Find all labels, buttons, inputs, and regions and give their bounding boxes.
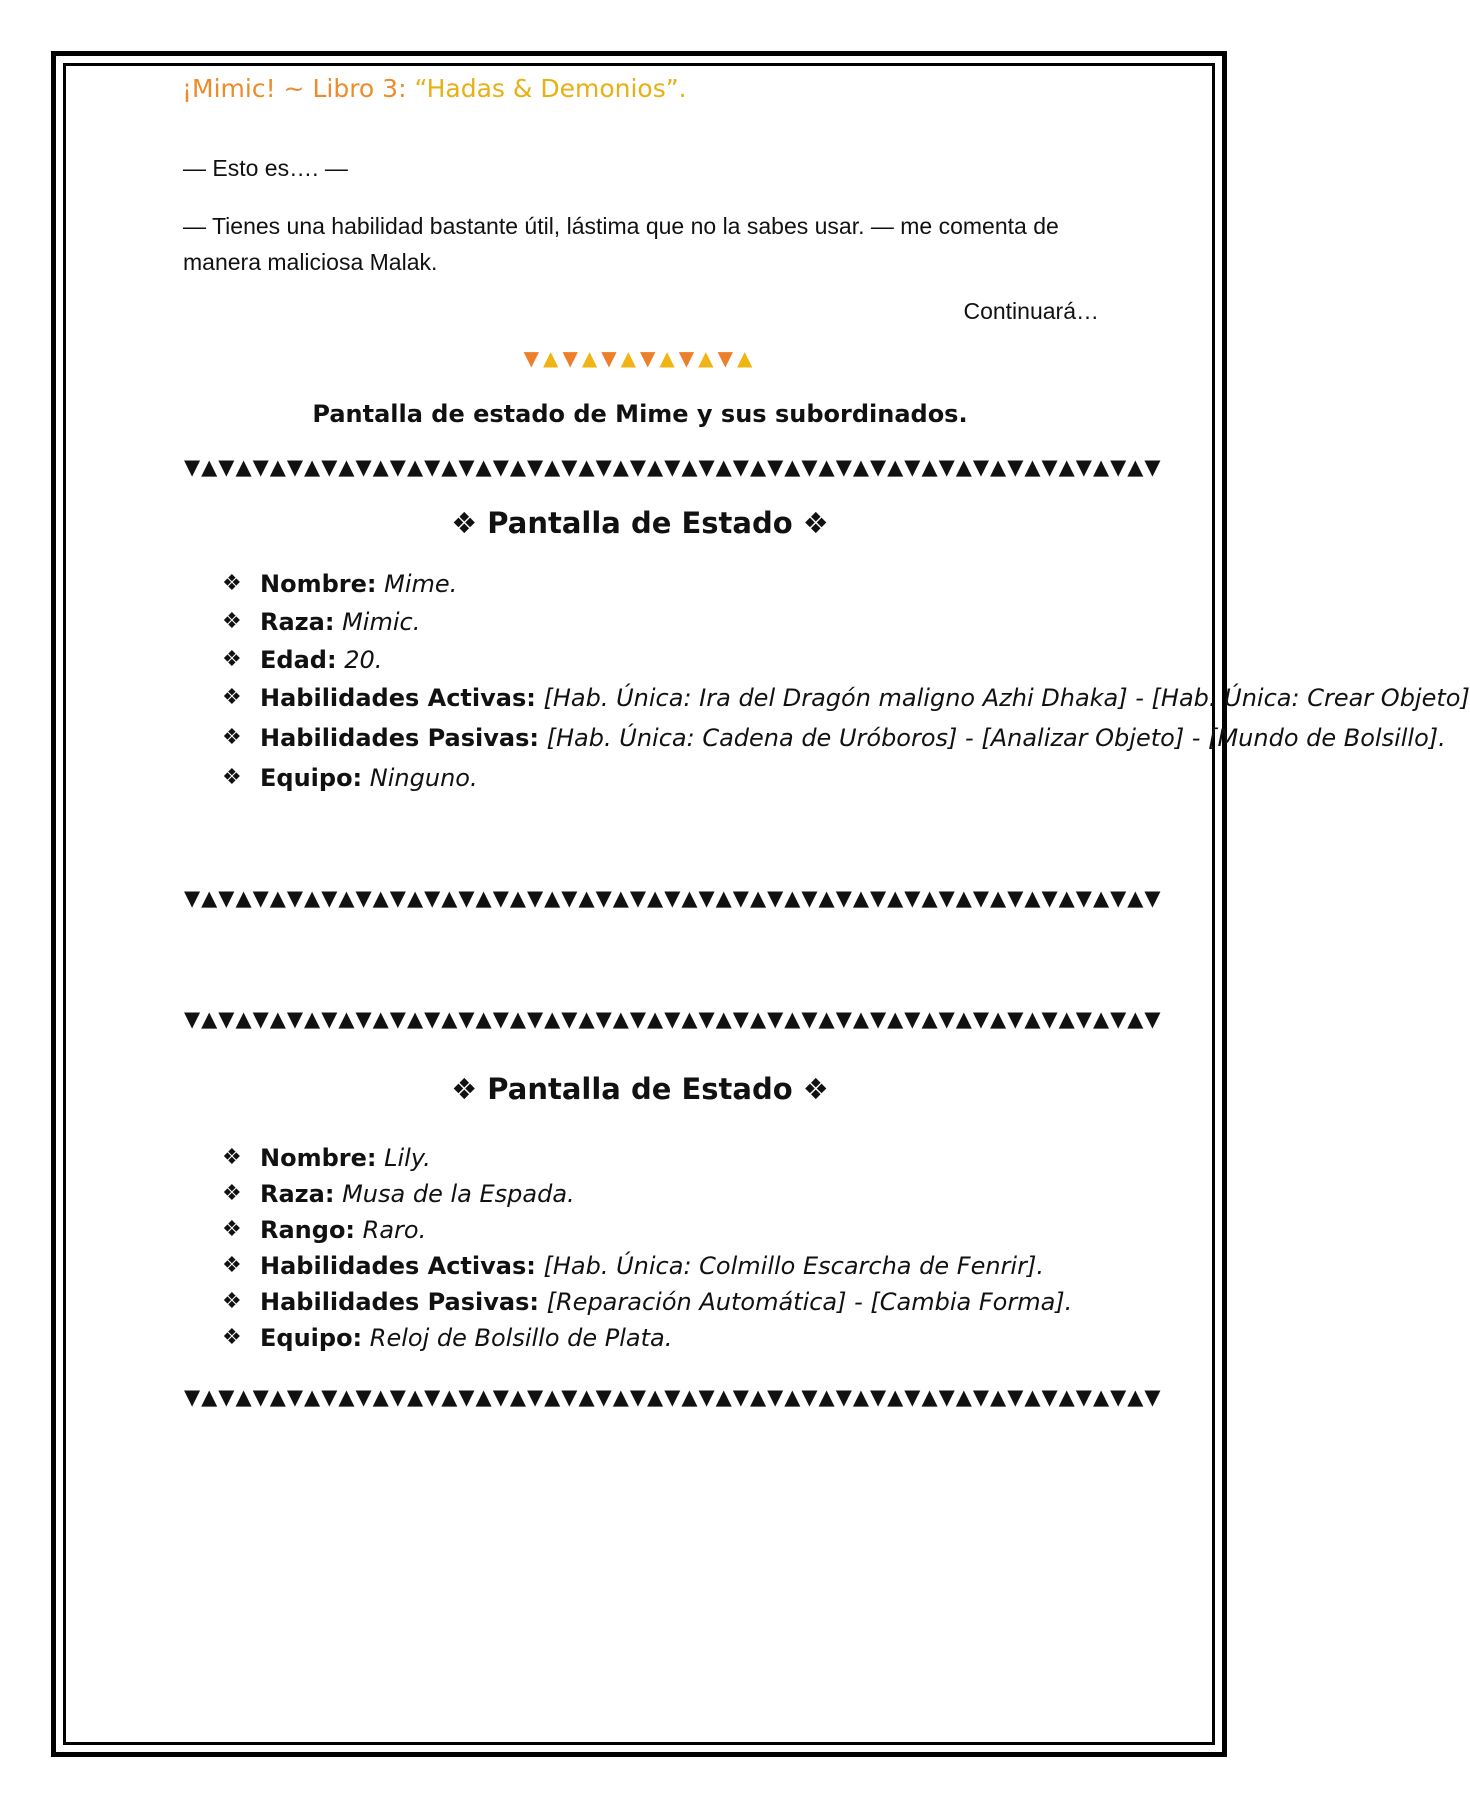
ornament-triangle-icon: ▼	[640, 346, 660, 370]
status-field	[222, 760, 1102, 796]
header-book-title: “Hadas & Demonios”.	[414, 74, 687, 103]
diamond-bullet-icon: ❖	[222, 1289, 242, 1314]
diamond-bullet-icon: ❖	[222, 1217, 242, 1242]
diamond-bullet-icon: ❖	[222, 1253, 242, 1278]
triangle-divider: ▼▲▼▲▼▲▼▲▼▲▼▲▼▲▼▲▼▲▼▲▼▲▼▲▼▲▼▲▼▲▼▲▼▲▼▲▼▲▼▲▼▲▼▲▼▲▼▲▼▲▼▲▼▲▼▲▼	[184, 1385, 1162, 1409]
field-key: Edad:	[260, 646, 337, 674]
diamond-bullet-icon: ❖	[222, 647, 242, 672]
field-key: Raza:	[260, 608, 335, 636]
continued-label: Continuará…	[963, 298, 1099, 324]
ornament-triangle-icon: ▲	[581, 346, 602, 370]
diamond-bullet-icon: ❖	[222, 685, 242, 710]
field-value: Lily.	[384, 1144, 431, 1172]
field-key: Equipo:	[260, 1324, 363, 1352]
story-line-2: — Tienes una habilidad bastante útil, lástima que no la sabes usar. — me comenta de manera maliciosa Malak.	[183, 213, 1059, 275]
header-series-title: ¡Mimic! ~ Libro 3:	[182, 74, 415, 103]
status-field	[222, 1248, 1102, 1284]
status-field	[222, 1284, 1102, 1320]
ornament-triangle-icon: ▼	[562, 346, 582, 370]
status-field	[222, 680, 1470, 716]
status-field	[222, 642, 1102, 678]
status-field	[222, 1320, 1102, 1356]
field-key: Habilidades Pasivas:	[260, 1288, 539, 1316]
diamond-bullet-icon: ❖	[222, 1325, 242, 1350]
ornament-triangle-icon: ▼	[523, 346, 544, 370]
status-field	[222, 566, 1102, 602]
status-field	[222, 604, 1102, 640]
diamond-bullet-icon: ❖	[222, 725, 242, 750]
ornament-triangle-icon: ▲	[736, 346, 757, 370]
triangle-divider: ▼▲▼▲▼▲▼▲▼▲▼▲▼▲▼▲▼▲▼▲▼▲▼▲▼▲▼▲▼▲▼▲▼▲▼▲▼▲▼▲▼▲▼▲▼▲▼▲▼▲▼▲▼▲▼▲▼	[184, 1007, 1162, 1031]
status-block-title: ❖ Pantalla de Estado ❖	[451, 506, 829, 540]
ornament-triangle-icon: ▼	[678, 346, 699, 370]
field-value: Mime.	[384, 570, 458, 598]
field-key: Habilidades Activas:	[260, 684, 536, 712]
status-list-lily	[222, 1140, 1102, 1356]
status-list-mime	[222, 566, 1470, 798]
field-value: Mimic.	[342, 608, 421, 636]
status-field	[222, 1176, 1102, 1212]
field-value: 20.	[344, 646, 383, 674]
diamond-bullet-icon: ❖	[222, 571, 242, 596]
status-field	[222, 1140, 1102, 1176]
triangle-divider: ▼▲▼▲▼▲▼▲▼▲▼▲▼▲▼▲▼▲▼▲▼▲▼▲▼▲▼▲▼▲▼▲▼▲▼▲▼▲▼▲▼▲▼▲▼▲▼▲▼▲▼▲▼▲▼▲▼	[184, 886, 1162, 910]
ornament-triangle-icon: ▲	[543, 346, 563, 370]
diamond-bullet-icon: ❖	[222, 765, 242, 790]
diamond-bullet-icon: ❖	[222, 1181, 242, 1206]
ornament-triangle-icon: ▲	[659, 346, 679, 370]
field-value: [Reparación Automática] - [Cambia Forma].	[546, 1288, 1073, 1316]
field-key: Raza:	[260, 1180, 335, 1208]
diamond-bullet-icon: ❖	[222, 1145, 242, 1170]
status-block-title: ❖ Pantalla de Estado ❖	[451, 1072, 829, 1106]
field-key: Nombre:	[260, 570, 377, 598]
ornament-triangle-icon: ▲	[698, 346, 718, 370]
ornament-triangle-icon: ▲	[620, 346, 640, 370]
section-heading: Pantalla de estado de Mime y sus subordinados.	[312, 400, 968, 428]
field-value: Raro.	[362, 1216, 427, 1244]
field-value: Reloj de Bolsillo de Plata.	[369, 1324, 673, 1352]
field-value: Ninguno.	[369, 764, 478, 792]
diamond-bullet-icon: ❖	[222, 609, 242, 634]
running-header	[182, 74, 687, 103]
status-field	[222, 1212, 1102, 1248]
colored-triangle-ornament	[0, 346, 1280, 370]
field-value: Musa de la Espada.	[342, 1180, 575, 1208]
ornament-triangle-icon: ▼	[717, 346, 737, 370]
triangle-divider: ▼▲▼▲▼▲▼▲▼▲▼▲▼▲▼▲▼▲▼▲▼▲▼▲▼▲▼▲▼▲▼▲▼▲▼▲▼▲▼▲▼▲▼▲▼▲▼▲▼▲▼▲▼▲▼▲▼	[184, 455, 1162, 479]
field-key: Habilidades Activas:	[260, 1252, 536, 1280]
field-value: [Hab. Única: Cadena de Uróboros] - [Analizar Objeto] - [Mundo de Bolsillo].	[546, 724, 1446, 752]
field-key: Nombre:	[260, 1144, 377, 1172]
field-key: Equipo:	[260, 764, 363, 792]
field-key: Rango:	[260, 1216, 356, 1244]
story-line-1: — Esto es…. —	[183, 155, 348, 181]
field-value: [Hab. Única: Colmillo Escarcha de Fenrir].	[543, 1252, 1044, 1280]
field-value: [Hab. Única: Ira del Dragón maligno Azhi Dhaka] - [Hab. Única: Crear Objeto]	[543, 684, 1470, 712]
ornament-triangle-icon: ▼	[601, 346, 621, 370]
field-key: Habilidades Pasivas:	[260, 724, 539, 752]
status-field	[222, 720, 1446, 756]
